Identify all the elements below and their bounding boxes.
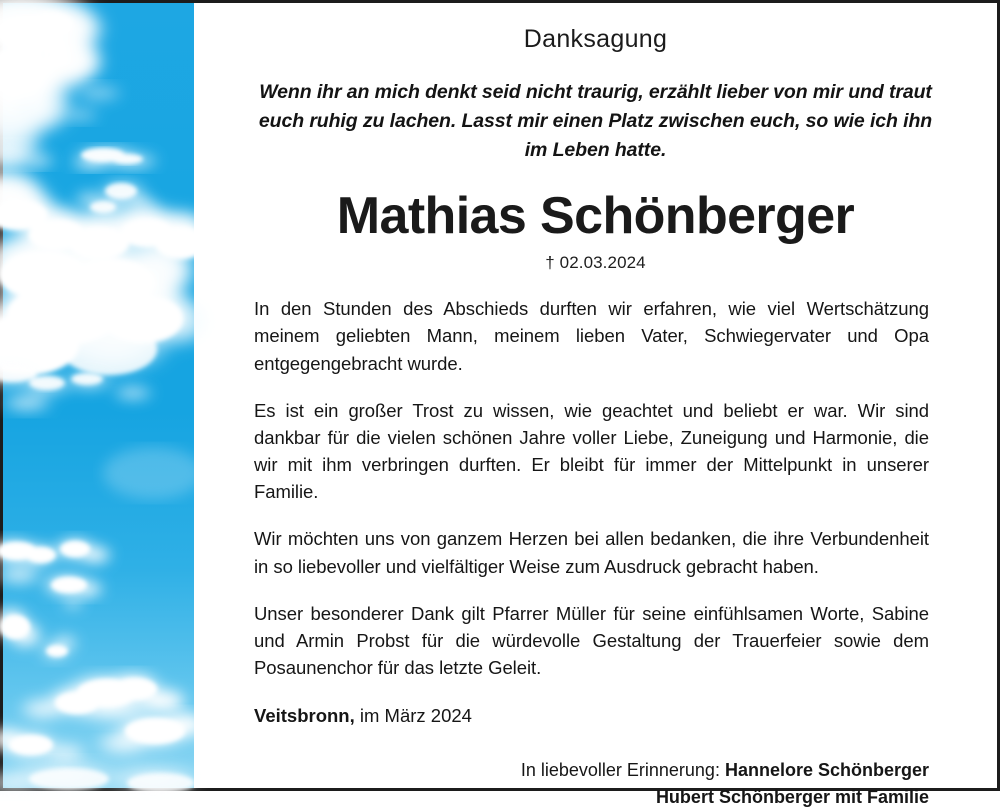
- deceased-name: Mathias Schönberger: [336, 186, 855, 245]
- body-paragraph-3: Wir möchten uns von ganzem Herzen bei allen bedanken, die ihre Verbundenheit in so liebevoller und vielfältiger Weise zum Ausdruck gebracht haben.: [254, 528, 929, 577]
- sky-image: [3, 3, 194, 788]
- place-name: Veitsbronn,: [254, 705, 355, 727]
- body-paragraph-4: Unser besonderer Dank gilt Pfarrer Müller für seine einfühlsamen Worte, Sabine und Armin Probst für die würdevolle Gestaltung der Trauerfeier sowie dem Posaunenchor für das letzte Geleit.: [254, 602, 929, 679]
- place-and-date-line: [254, 705, 929, 727]
- sky-photo-strip: [3, 3, 194, 788]
- signature-name-2: Hubert Schönberger mit Familie: [655, 786, 929, 807]
- body-paragraph-2: Es ist ein großer Trost zu wissen, wie geachtet und beliebt er war. Wir sind dankbar für die vielen schönen Jahre voller Liebe, Zuneigung und Harmonie, die wir mit ihm verbringen durften. Er bleibt für immer der Mittelpunkt in unserer Familie.: [254, 399, 929, 503]
- page-title: Danksagung: [523, 25, 668, 53]
- signature-line-1: [254, 757, 929, 783]
- signature-name-1: Hannelore Schönberger: [724, 760, 929, 781]
- signature-block: [254, 757, 929, 809]
- memorial-verse: Wenn ihr an mich denkt seid nicht traurig, erzählt lieber von mir und traut euch ruhig zu lachen. Lasst mir einen Platz zwischen euch, so wie ich ihn im Leben hatte.: [258, 81, 933, 161]
- body-text-block: [254, 295, 929, 681]
- place-date: im März 2024: [354, 705, 472, 727]
- body-paragraph-1: In den Stunden des Abschieds durften wir erfahren, wie viel Wertschätzung meinem geliebten Mann, meinem lieben Vater, Schwiegervater und Opa entgegengebracht wurde.: [254, 298, 929, 374]
- obituary-content: [194, 3, 997, 807]
- death-date: † 02.03.2024: [545, 253, 646, 273]
- signature-lead-text: In liebevoller Erinnerung:: [520, 760, 725, 781]
